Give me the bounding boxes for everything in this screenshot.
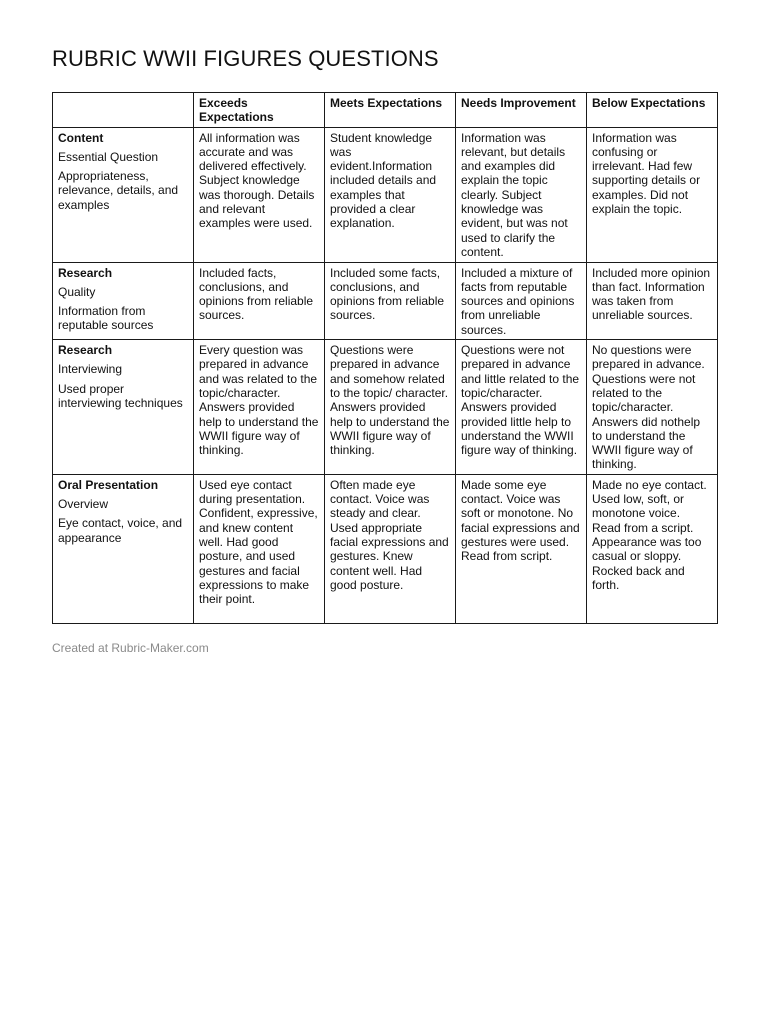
criterion-title: Content xyxy=(58,130,104,145)
header-exceeds-expectations: Exceeds Expectations xyxy=(194,93,325,128)
criterion-subtitle: Essential Question xyxy=(58,149,159,164)
table-row xyxy=(53,340,718,475)
criterion-title: Oral Presentation xyxy=(58,477,159,492)
criterion-cell xyxy=(53,262,194,339)
rating-cell-meets: Included some facts, conclusions, and opinions from reliable sources. xyxy=(325,262,456,339)
rating-cell-needs-improvement: Made some eye contact. Voice was soft or monotone. No facial expressions and gestures were used. Read from script. xyxy=(456,474,587,623)
header-row xyxy=(53,93,718,128)
rating-cell-meets: Questions were prepared in advance and somehow related to the topic/ character. Answers provided help to understand the WWII figure way of thinking. xyxy=(325,340,456,475)
header-below-expectations: Below Expectations xyxy=(587,93,718,128)
criterion-subtitle: Overview xyxy=(58,497,109,512)
rating-cell-needs-improvement: Information was relevant, but details and examples did explain the topic clearly. Subject knowledge was evident, but was not used to clarify the content. xyxy=(456,127,587,262)
rating-cell-below: Included more opinion than fact. Information was taken from unreliable sources. xyxy=(587,262,718,339)
criterion-description: Eye contact, voice, and appearance xyxy=(58,516,183,545)
rating-cell-exceeds: Included facts, conclusions, and opinions from reliable sources. xyxy=(194,262,325,339)
rating-cell-meets: Student knowledge was evident.Information included details and examples that provided a clear explanation. xyxy=(325,127,456,262)
header-needs-improvement: Needs Improvement xyxy=(456,93,587,128)
rating-cell-exceeds: All information was accurate and was delivered effectively. Subject knowledge was thorough. Details and relevant examples were used. xyxy=(194,127,325,262)
criterion-title: Research xyxy=(58,343,113,358)
criterion-title: Research xyxy=(58,265,113,280)
table-row xyxy=(53,127,718,262)
header-criteria xyxy=(53,93,194,128)
criterion-cell xyxy=(53,127,194,262)
footer-credit: Created at Rubric-Maker.com xyxy=(52,641,209,655)
criterion-cell xyxy=(53,474,194,623)
rating-cell-below: Information was confusing or irrelevant. Had few supporting details or examples. Did not explain the topic. xyxy=(587,127,718,262)
criterion-subtitle: Interviewing xyxy=(58,362,123,377)
header-meets-expectations: Meets Expectations xyxy=(325,93,456,128)
rating-cell-exceeds: Used eye contact during presentation. Confident, expressive, and knew content well. Had good posture, and used gestures and facial expressions to make their point. xyxy=(194,474,325,623)
criterion-description: Information from reputable sources xyxy=(58,304,154,333)
rating-cell-needs-improvement: Questions were not prepared in advance and little related to the topic/character. Answers provided provided little help to understand the WWII figure way of thinking. xyxy=(456,340,587,475)
criterion-description: Appropriateness, relevance, details, and examples xyxy=(58,169,179,212)
rating-cell-below: No questions were prepared in advance. Questions were not related to the topic/character. Answers did nothelp to understand the WWII figure way of thinking. xyxy=(587,340,718,475)
rating-cell-meets: Often made eye contact. Voice was steady and clear. Used appropriate facial expressions and gestures. Knew content well. Had good posture. xyxy=(325,474,456,623)
rating-cell-below: Made no eye contact. Used low, soft, or monotone voice. Read from a script. Appearance was too casual or sloppy. Rocked back and forth. xyxy=(587,474,718,623)
rating-cell-needs-improvement: Included a mixture of facts from reputable sources and opinions from unreliable sources. xyxy=(456,262,587,339)
rating-cell-exceeds: Every question was prepared in advance and was related to the topic/character. Answers provided help to understand the WWII figure way of thinking. xyxy=(194,340,325,475)
criterion-cell xyxy=(53,340,194,475)
table-row xyxy=(53,474,718,623)
criterion-description: Used proper interviewing techniques xyxy=(58,381,183,410)
page-title: RUBRIC WWII FIGURES QUESTIONS xyxy=(52,46,439,71)
table-row xyxy=(53,262,718,339)
criterion-subtitle: Quality xyxy=(58,284,96,299)
rubric-table xyxy=(52,92,718,624)
